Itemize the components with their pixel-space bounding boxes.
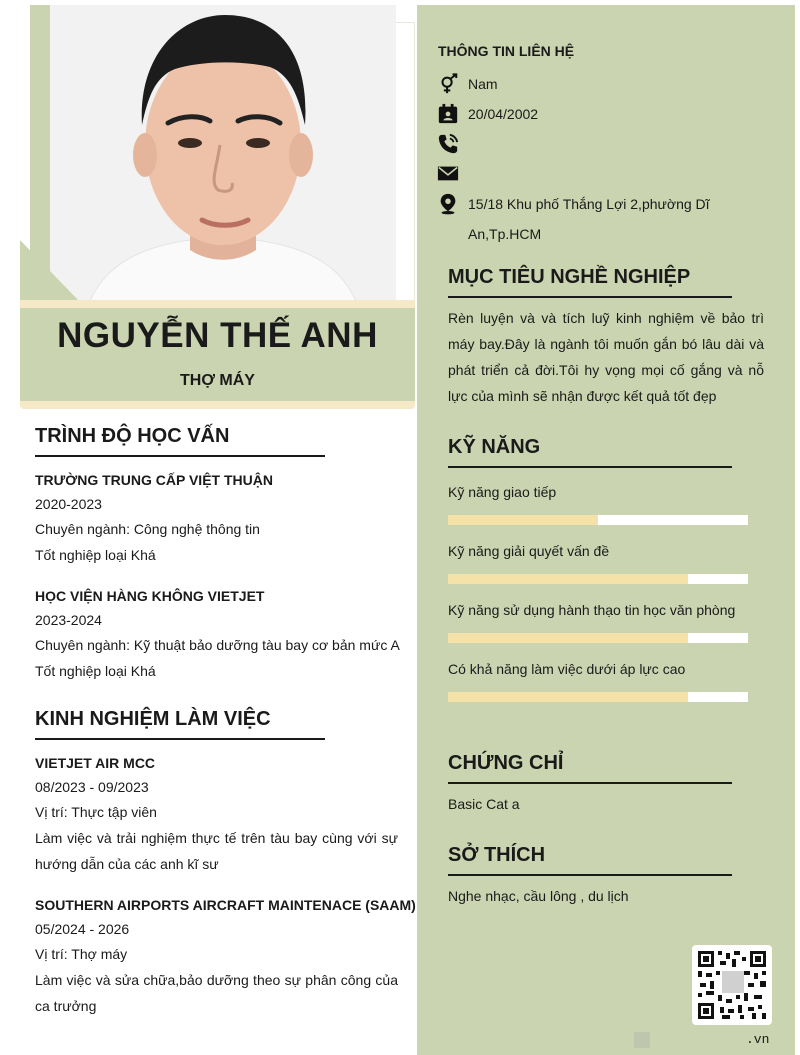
hobbies-text: Nghe nhạc, cầu lông , du lịch xyxy=(448,888,629,904)
education-school: TRƯỜNG TRUNG CẤP VIỆT THUẬN xyxy=(35,472,273,488)
phone-icon[interactable] xyxy=(437,133,459,155)
objective-rule xyxy=(448,296,732,298)
education-major: Chuyên ngành: Kỹ thuật bảo dưỡng tàu bay cơ bản mức A xyxy=(35,637,400,653)
profile-photo xyxy=(50,5,396,301)
gender-icon xyxy=(437,73,459,95)
certificates-heading: CHỨNG CHỈ xyxy=(448,752,564,774)
education-period: 2020-2023 xyxy=(35,496,102,512)
experience-rule xyxy=(35,738,325,740)
skill-label: Có khả năng làm việc dưới áp lực cao xyxy=(448,661,686,677)
skill-bar xyxy=(448,692,748,702)
experience-position: Vị trí: Thực tập viên xyxy=(35,804,157,820)
skills-heading: KỸ NĂNG xyxy=(448,436,541,458)
experience-description: Làm việc và trải nghiệm thực tế trên tàu bay cùng với sự hướng dẫn của các anh kĩ sư xyxy=(35,830,398,872)
decorative-outline xyxy=(396,22,415,308)
mail-icon[interactable] xyxy=(437,162,459,184)
watermark-square xyxy=(634,1032,650,1048)
experience-heading: KINH NGHIỆM LÀM VIỆC xyxy=(35,708,271,730)
contact-address: 15/18 Khu phố Thắng Lợi 2,phường Dĩ An,Tp.HCM xyxy=(468,196,710,242)
hobbies-heading: SỞ THÍCH xyxy=(448,844,546,866)
education-major: Chuyên ngành: Công nghệ thông tin xyxy=(35,521,260,537)
contact-birthdate: 20/04/2002 xyxy=(468,106,539,122)
education-grade: Tốt nghiệp loại Khá xyxy=(35,547,156,563)
skills-rule xyxy=(448,466,732,468)
experience-company: SOUTHERN AIRPORTS AIRCRAFT MAINTENACE (SAAM) xyxy=(35,897,416,913)
decorative-band xyxy=(20,300,415,308)
location-icon xyxy=(437,193,459,215)
experience-period: 05/2024 - 2026 xyxy=(35,921,130,937)
domain-suffix: .vn xyxy=(746,1032,770,1047)
objective-heading: MỤC TIÊU NGHỀ NGHIỆP xyxy=(448,266,691,288)
certificate-item: Basic Cat a xyxy=(448,796,520,812)
skill-bar-fill xyxy=(448,574,688,584)
skill-bar xyxy=(448,633,748,643)
education-grade: Tốt nghiệp loại Khá xyxy=(35,663,156,679)
hobbies-rule xyxy=(448,874,732,876)
decorative-band-bottom xyxy=(20,401,415,409)
experience-position: Vị trí: Thợ máy xyxy=(35,946,128,962)
education-school: HỌC VIỆN HÀNG KHÔNG VIETJET xyxy=(35,588,265,604)
skill-bar-fill xyxy=(448,692,688,702)
skill-label: Kỹ năng sử dụng hành thạo tin học văn phòng xyxy=(448,602,736,618)
contact-heading: THÔNG TIN LIÊN HỆ xyxy=(438,43,575,59)
job-title: THỢ MÁY xyxy=(180,372,255,389)
skill-bar-fill xyxy=(448,633,688,643)
skill-bar-fill xyxy=(448,515,598,525)
qr-code[interactable] xyxy=(692,945,772,1025)
education-rule xyxy=(35,455,325,457)
skill-bar xyxy=(448,574,748,584)
skill-bar xyxy=(448,515,748,525)
contact-gender: Nam xyxy=(468,76,498,92)
calendar-icon xyxy=(437,103,459,125)
education-heading: TRÌNH ĐỘ HỌC VẤN xyxy=(35,425,230,447)
experience-description: Làm việc và sửa chữa,bảo dưỡng theo sự phân công của ca trưởng xyxy=(35,972,398,1014)
skill-label: Kỹ năng giao tiếp xyxy=(448,484,557,500)
experience-period: 08/2023 - 09/2023 xyxy=(35,779,149,795)
education-period: 2023-2024 xyxy=(35,612,102,628)
objective-text: Rèn luyện và và tích luỹ kinh nghiệm về bảo trì máy bay.Đây là ngành tôi muốn gắn bó lâu dài và phát triển cả đời.Tôi hy vọng mọi cố gắng và nỗ lực của mình sẽ nhận được kết quả tốt đẹp xyxy=(448,310,764,404)
skill-label: Kỹ năng giải quyết vấn đề xyxy=(448,543,610,559)
experience-company: VIETJET AIR MCC xyxy=(35,755,156,771)
full-name: NGUYỄN THẾ ANH xyxy=(57,316,378,355)
certificates-rule xyxy=(448,782,732,784)
